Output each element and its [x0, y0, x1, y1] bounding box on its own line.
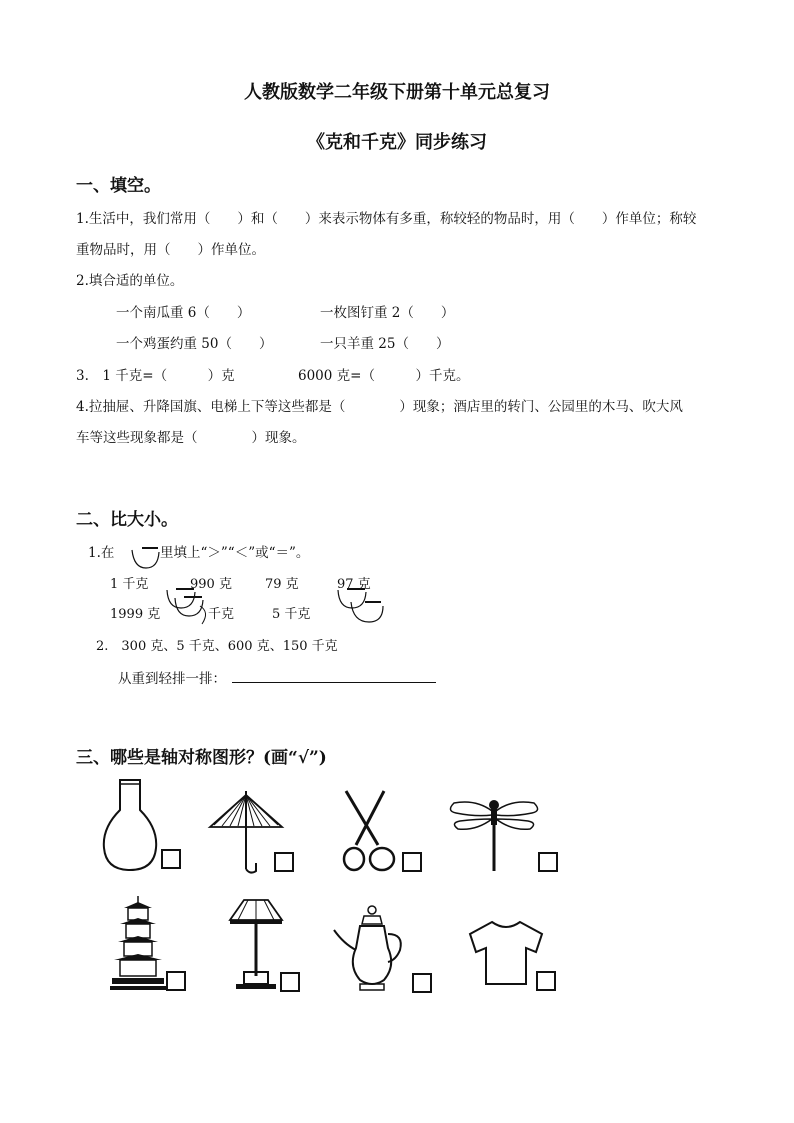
check-box-vase[interactable] [161, 849, 181, 869]
q2-pushpin: 一枚图钉重 2（ ） [320, 305, 455, 321]
q2-egg: 一个鸡蛋约重 50（ ） [116, 336, 273, 352]
section2-heading: 二、比大小。 [76, 510, 178, 530]
order-values: 2. 300 克、5 千克、600 克、150 千克 [96, 639, 338, 654]
q1-line1: 1.生活中，我们常用（ ）和（ ）来表示物体有多重，称较轻的物品时，用（ ）作单位；称较 [76, 211, 697, 227]
q2-pumpkin: 一个南瓜重 6（ ） [116, 305, 251, 321]
q2-sheep: 一只羊重 25（ ） [320, 336, 450, 352]
page-title: 人教版数学二年级下册第十单元总复习 [244, 82, 550, 103]
check-box-umbrella[interactable] [274, 852, 294, 872]
check-box-lamp[interactable] [280, 972, 300, 992]
q4-line1: 4.拉抽屉、升降国旗、电梯上下等这些都是（ ）现象；酒店里的转门、公园里的木马、吹大风 [76, 399, 683, 415]
order-prompt: 从重到轻排一排： [118, 671, 226, 687]
compare-circle-4[interactable] [345, 598, 389, 628]
check-box-pagoda[interactable] [166, 971, 186, 991]
compare-97g: 97 克 [337, 577, 371, 592]
check-box-tshirt[interactable] [536, 971, 556, 991]
check-box-dragonfly[interactable] [538, 852, 558, 872]
tshirt-icon [466, 918, 546, 988]
section1-heading: 一、填空。 [76, 176, 161, 196]
compare-5kg: 5 千克 [272, 607, 311, 622]
check-box-teapot[interactable] [412, 973, 432, 993]
page-subtitle: 《克和千克》同步练习 [307, 132, 487, 153]
compare-1999g: 1999 克 [110, 607, 161, 622]
lamp-icon [226, 896, 286, 992]
compare-kg: 千克 [208, 607, 235, 622]
section3-heading: 三、哪些是轴对称图形？(画“√”) [76, 748, 327, 768]
q3-g-to-kg: 6000 克=（ ）千克。 [298, 368, 470, 384]
q3-kg-to-g: 3. 1 千克=（ ）克 [76, 368, 235, 384]
q1-line2: 重物品时，用（ ）作单位。 [76, 242, 265, 258]
q4-line2: 车等这些现象都是（ ）现象。 [76, 430, 306, 446]
compare-1kg: 1 千克 [110, 577, 149, 592]
compare-circle-icon [128, 544, 162, 572]
compare-instruction-prefix: 1.在 [88, 545, 115, 561]
vase-icon [100, 776, 160, 876]
order-answer-line[interactable] [232, 682, 436, 683]
q2-title: 2.填合适的单位。 [76, 273, 184, 289]
compare-instruction-suffix: 里填上“＞”“＜”或“＝”。 [160, 545, 310, 561]
check-box-scissors[interactable] [402, 852, 422, 872]
compare-circle-3[interactable] [172, 594, 212, 628]
compare-79g: 79 克 [265, 577, 299, 592]
compare-990g: 990 克 [190, 577, 232, 592]
dragonfly-icon [446, 797, 542, 877]
scissors-icon [340, 787, 400, 877]
pagoda-icon [108, 894, 168, 992]
teapot-icon [330, 904, 410, 994]
